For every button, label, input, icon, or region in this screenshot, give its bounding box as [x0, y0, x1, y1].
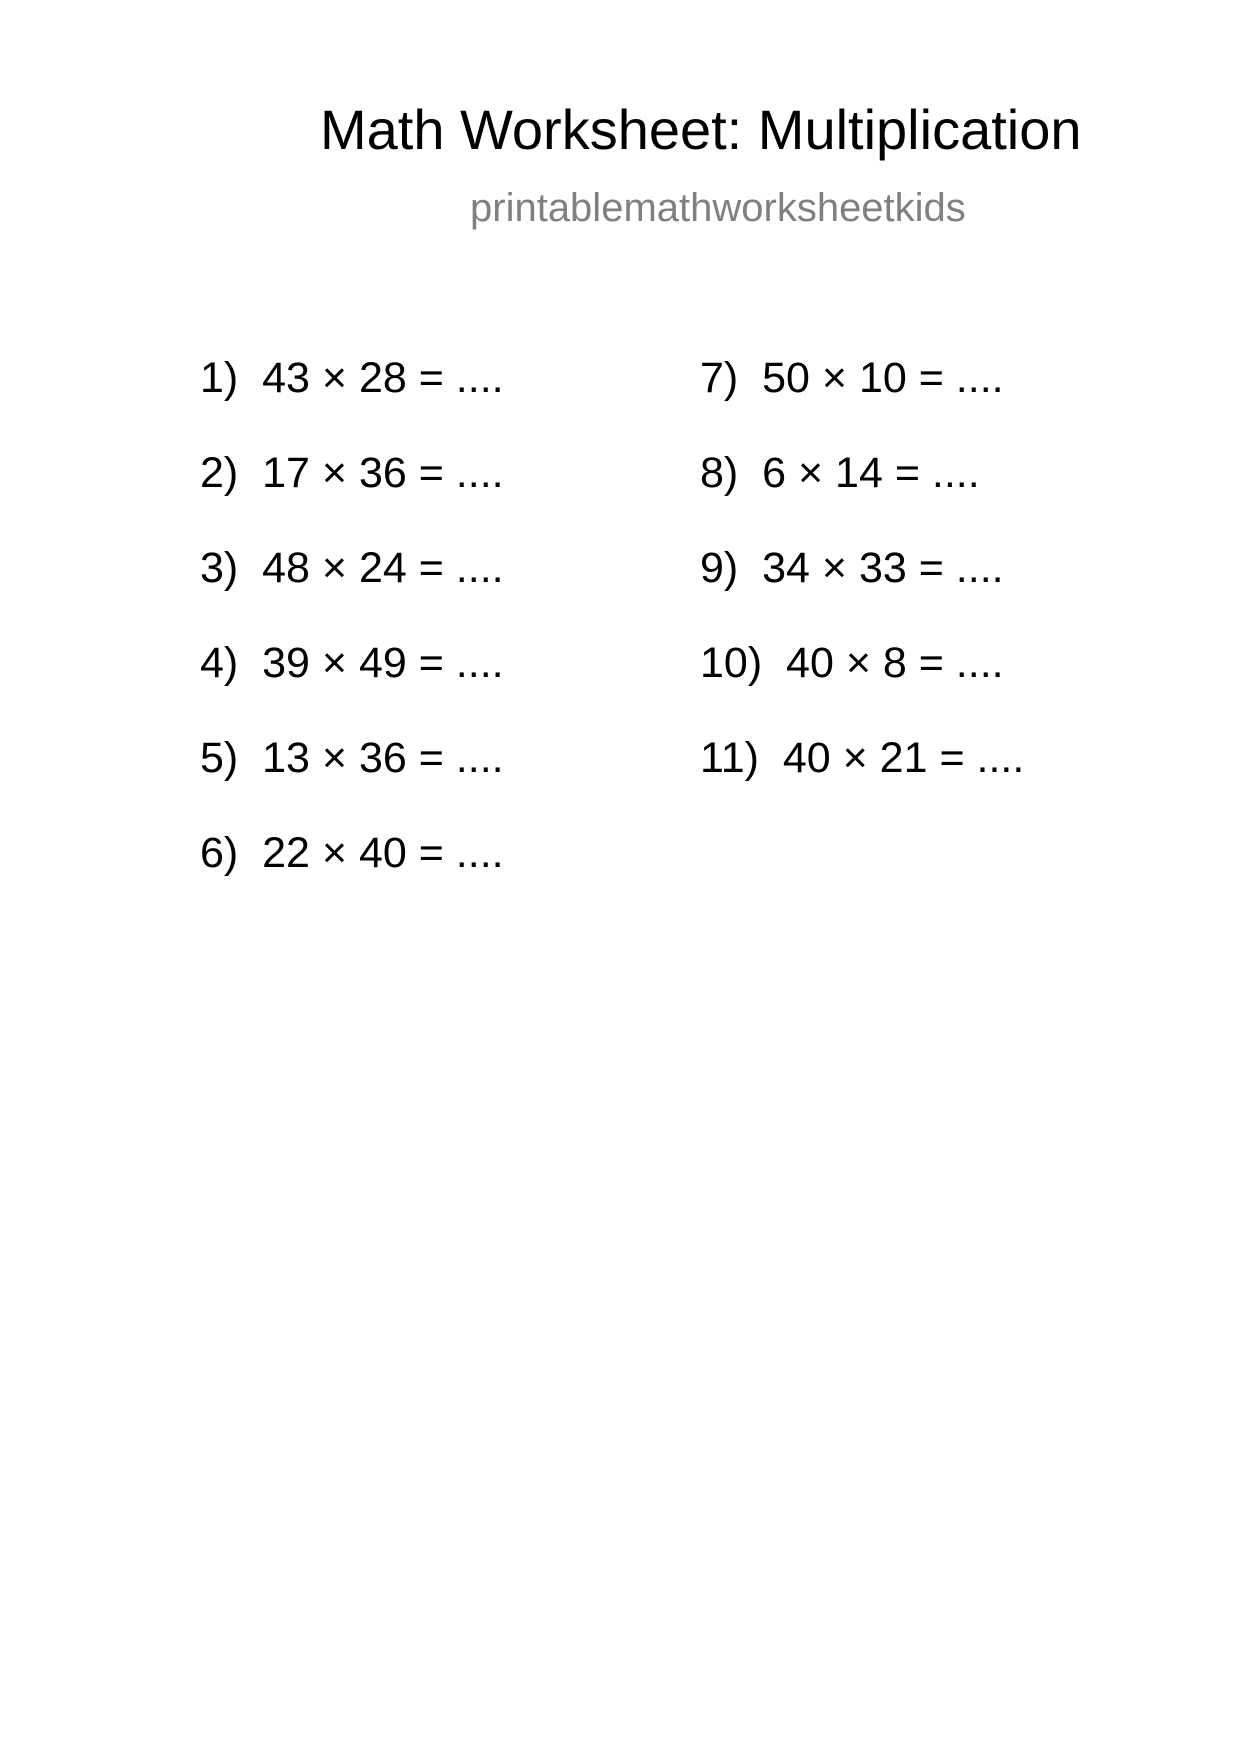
problem-item: 11) 40 × 21 = .... [700, 734, 1025, 782]
problem-item: 1) 43 × 28 = .... [200, 354, 504, 402]
page-title: Math Worksheet: Multiplication [320, 98, 1082, 161]
site-subtitle: printablemathworksheetkids [470, 186, 966, 230]
problems-column-left [200, 348, 504, 918]
problem-item: 7) 50 × 10 = .... [700, 354, 1004, 402]
problem-item: 2) 17 × 36 = .... [200, 449, 504, 497]
problem-item: 3) 48 × 24 = .... [200, 544, 504, 592]
problem-item: 10) 40 × 8 = .... [700, 639, 1004, 687]
problem-item: 4) 39 × 49 = .... [200, 639, 504, 687]
problem-item: 6) 22 × 40 = .... [200, 829, 504, 877]
problems-column-right [700, 348, 1024, 823]
problem-item: 5) 13 × 36 = .... [200, 734, 504, 782]
problem-item: 8) 6 × 14 = .... [700, 449, 980, 497]
problem-item: 9) 34 × 33 = .... [700, 544, 1004, 592]
